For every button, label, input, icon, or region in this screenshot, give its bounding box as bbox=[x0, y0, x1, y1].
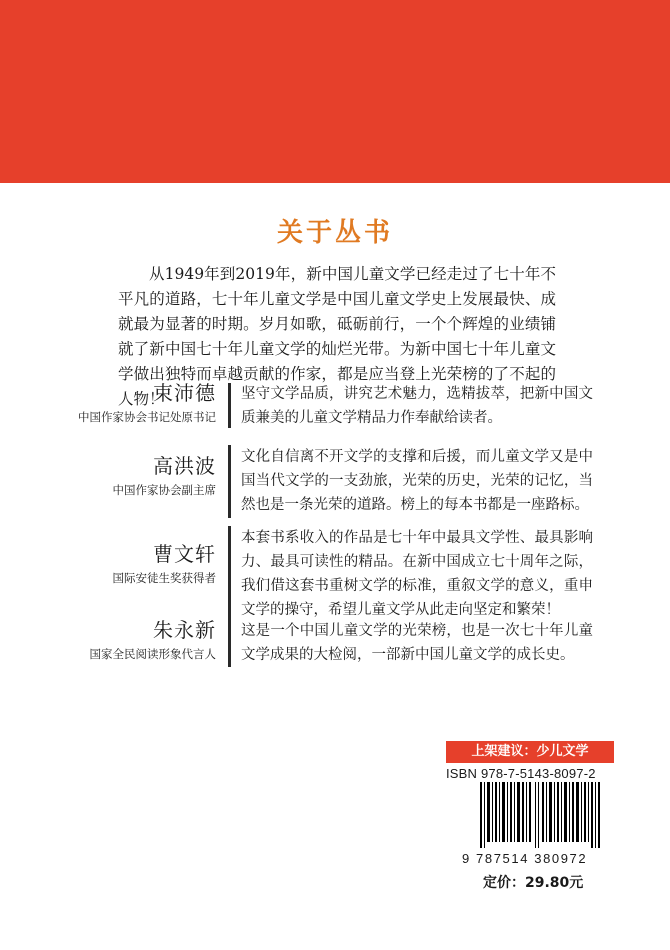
endorser-block bbox=[30, 380, 216, 426]
endorser-title: 国际安徒生奖获得者 bbox=[112, 571, 216, 585]
endorser-name: 束沛德 bbox=[153, 381, 216, 405]
endorser-title: 中国作家协会书记处原书记 bbox=[78, 410, 216, 424]
shelf-suggestion-badge: 上架建议：少儿文学 bbox=[446, 741, 614, 763]
endorsement-quote: 坚守文学品质，讲究艺术魅力，选精拔萃，把新中国文质兼美的儿童文学精品力作奉献给读者。 bbox=[241, 386, 593, 426]
endorser-block bbox=[30, 617, 216, 663]
barcode-digits: 9 787514 380972 bbox=[462, 851, 588, 866]
barcode-graphic bbox=[480, 782, 600, 848]
price-label: 定价：29.80元 bbox=[483, 875, 584, 891]
endorser-title: 中国作家协会副主席 bbox=[112, 483, 216, 497]
divider-line bbox=[228, 383, 231, 428]
endorsement-quote: 文化自信离不开文学的支撑和后援，而儿童文学又是中国当代文学的一支劲旅，光荣的历史，光荣的记忆，当然也是一条光荣的道路。榜上的每本书都是一座路标。 bbox=[241, 449, 593, 513]
endorser-name: 朱永新 bbox=[153, 618, 216, 642]
series-introduction: 从1949年到2019年，新中国儿童文学已经走过了七十年不平凡的道路，七十年儿童文学是中国儿童文学史上发展最快、成就最为显著的时期。岁月如歌，砥砺前行，一个个辉煌的业绩铺就了新中国七十年儿童文学的灿烂光带。为新中国七十年儿童文学做出独特而卓越贡献的作家，都是应当登上光荣榜的了不起的人物！ bbox=[118, 265, 556, 408]
divider-line bbox=[228, 526, 231, 621]
endorsement-quote: 本套书系收入的作品是七十年中最具文学性、最具影响力、最具可读性的精品。在新中国成立七十周年之际，我们借这套书重树文学的标准，重叙文学的意义，重申文学的操守，希望儿童文学从此走向坚定和繁荣！ bbox=[241, 530, 593, 618]
endorser-block bbox=[30, 453, 216, 499]
endorsement-quote: 这是一个中国儿童文学的光荣榜，也是一次七十年儿童文学成果的大检阅，一部新中国儿童文学的成长史。 bbox=[241, 623, 593, 663]
endorser-name: 曹文轩 bbox=[153, 542, 216, 566]
endorser-block bbox=[30, 541, 216, 587]
divider-line bbox=[228, 445, 231, 518]
divider-line bbox=[228, 620, 231, 667]
endorser-title: 国家全民阅读形象代言人 bbox=[89, 647, 216, 661]
isbn-number: ISBN 978-7-5143-8097-2 bbox=[446, 766, 596, 781]
endorser-name: 高洪波 bbox=[153, 454, 216, 478]
section-title: 关于丛书 bbox=[276, 218, 393, 248]
top-red-band bbox=[0, 0, 670, 183]
